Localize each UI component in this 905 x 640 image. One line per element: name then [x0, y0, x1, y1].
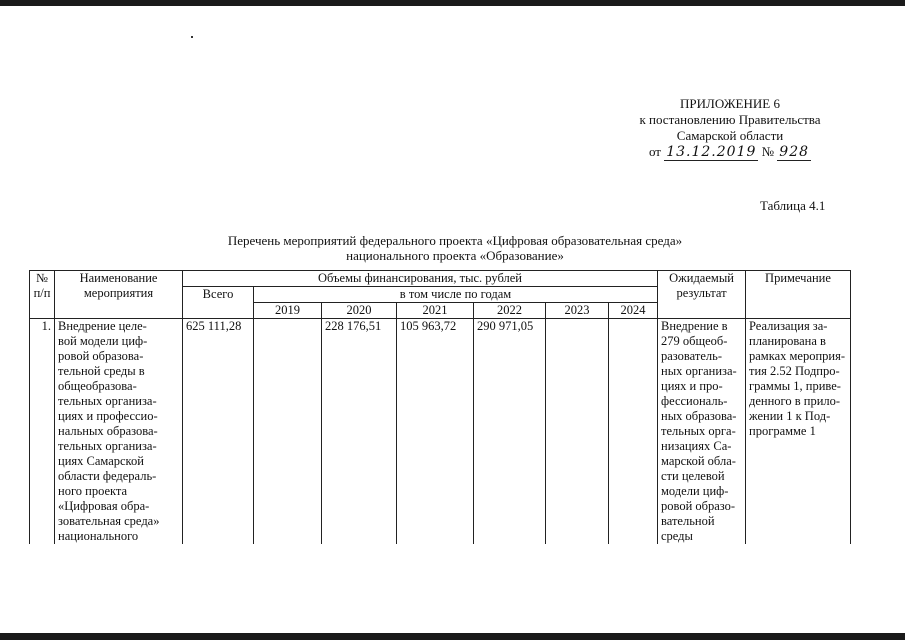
appendix-date-line [600, 144, 860, 160]
cell-year [546, 319, 609, 545]
appendix-title: ПРИЛОЖЕНИЕ 6 [680, 96, 780, 111]
table-row [30, 319, 851, 545]
scan-border-top [0, 0, 905, 6]
cell-result: Внедрение в 279 общеоб- разователь- ных организа- циях и про- фессиональ- ных образова- тельных орга- низациях Са- марской обла- сти целевой модели циф- ровой образо- вательной среды [658, 319, 746, 545]
header-num: № п/п [30, 271, 55, 319]
cell-year: 105 963,72 [397, 319, 474, 545]
cell-note: Реализация за- планирована в рамках мероприя- тия 2.52 Подпро- граммы 1, приве- денного в прило- жении 1 к Под- программе 1 [746, 319, 851, 545]
appendix-header [600, 96, 860, 160]
cell-year: 290 971,05 [474, 319, 546, 545]
cell-total: 625 111,28 [183, 319, 254, 545]
appendix-line1: к постановлению Правительства [639, 112, 821, 127]
header-by-years: в том числе по годам [254, 287, 658, 303]
header-note: Примечание [746, 271, 851, 319]
header-year: 2024 [609, 303, 658, 319]
document-title-line1: Перечень мероприятий федерального проекта «Цифровая образовательная среда» [227, 233, 683, 248]
header-year: 2019 [254, 303, 322, 319]
date-value: 13.12.2019 [666, 144, 757, 160]
document-title [140, 233, 770, 263]
header-row-1 [30, 271, 851, 287]
table-label: Таблица 4.1 [760, 198, 826, 213]
header-result: Ожидаемый результат [658, 271, 746, 319]
cell-year: 228 176,51 [322, 319, 397, 545]
cell-year [254, 319, 322, 545]
appendix-line2: Самарской области [676, 128, 784, 143]
measures-table [29, 270, 851, 544]
header-year: 2021 [397, 303, 474, 319]
number-value: 928 [779, 144, 810, 160]
header-year: 2022 [474, 303, 546, 319]
header-name: Наименование мероприятия [55, 271, 183, 319]
header-year: 2023 [546, 303, 609, 319]
scan-speck [191, 36, 193, 38]
cell-name: Внедрение целе- вой модели циф- ровой образова- тельной среды в общеобразова- тельных организа- циях и профессио- нальных образова- тельных организа- циях Самарской области федераль- ного проекта «Цифровая обра- зовательная среда» национального [55, 319, 183, 545]
header-funding: Объемы финансирования, тыс. рублей [183, 271, 658, 287]
number-prefix: № [761, 144, 775, 159]
header-total: Всего [183, 287, 254, 319]
scan-border-bottom [0, 633, 905, 640]
cell-year [609, 319, 658, 545]
header-year: 2020 [322, 303, 397, 319]
date-prefix: от [648, 144, 661, 159]
cell-num: 1. [30, 319, 55, 545]
document-title-line2: национального проекта «Образование» [346, 248, 564, 263]
